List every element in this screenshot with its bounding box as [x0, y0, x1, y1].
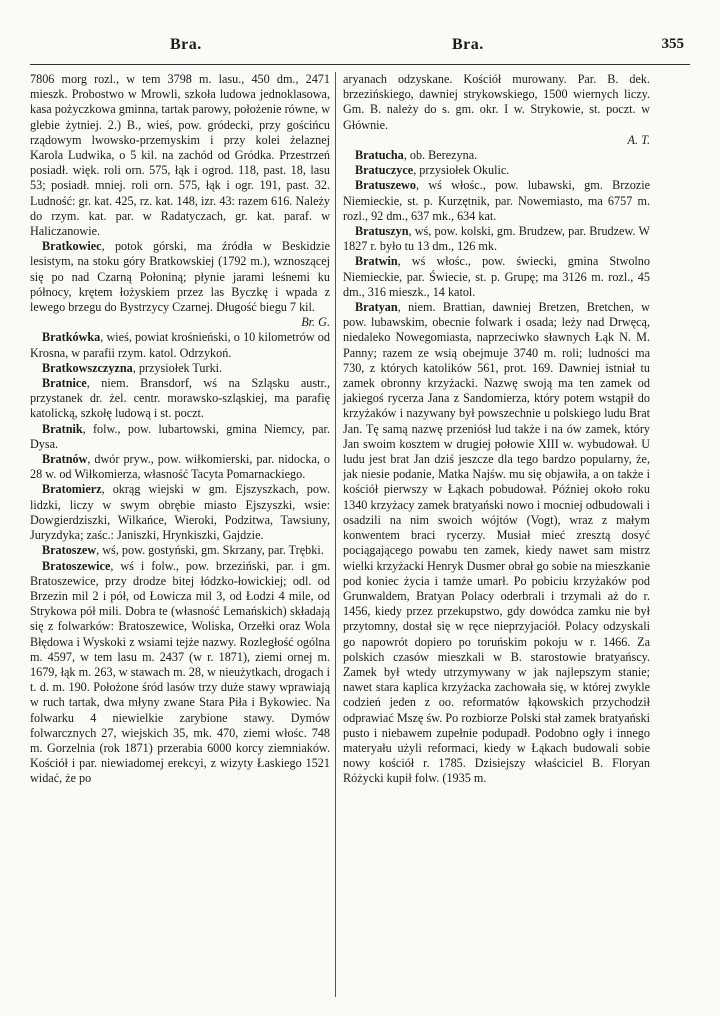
entry-text: , folw., pow. lubartowski, gmina Niemcy, par. Dysa. [30, 421, 330, 451]
dictionary-entry [343, 224, 650, 254]
entry-headword: Bratuczyce [355, 163, 414, 178]
page-number: 355 [661, 36, 684, 52]
entry-text: , wś, pow. gostyński, gm. Skrzany, par. Trębki. [96, 543, 324, 558]
entry-text: , wieś, powiat krośnieński, o 10 kilometrów od Krosna, w parafii rzym. katol. Odrzykoń. [30, 330, 330, 360]
page-header [30, 36, 690, 58]
entry-text: , przysiołek Okulic. [413, 163, 510, 178]
dictionary-entry [30, 330, 330, 360]
entry-headword: Bratkowiec [42, 239, 102, 254]
entry-text: 7806 morg rozl., w tem 3798 m. lasu., 450 dm., 2471 mieszk. Probostwo w Mrowli, szkoła ludowa jednoklasowa, kasa pożyczkowa gminna, tartak parowy, położenie równe, w glebie żytniej. 2.) B., wieś, pow. gródecki, przy gościńcu rządowym lwowsko-przemyskim i przy kolei żelaznej Karola Ludwika, o 5 kil. na zachód od Gródka. Przestrzeń posiadł. więk. roli orn. 575, łąk i ogrod. 118, past. 18, lasu 53; posiadł. mniej. roli orn. 575, łąk i ogr. 191, past. 32. Ludność: gr. kat. 425, rz. kat. 148, izr. 43: razem 616. Należy do rzym. kat. par. w Radatyczach, gr. kat. paraf. w Haliczanowie. [30, 72, 330, 239]
dictionary-entry [30, 482, 330, 543]
entry-text: , przysiołek Turki. [132, 360, 223, 375]
dictionary-entry [343, 163, 650, 178]
entry-text: aryanach odzyskane. Kościół murowany. Par. B. dek. brzezińskiego, dawniej strykowskiego, 1500 wiernych liczy. Gm. B. należy do s. gm. okr. I w. Strykowie, st. poczt. w Głównie. [343, 72, 650, 132]
header-rule [30, 64, 690, 65]
entry-signature: A. T. [627, 132, 650, 147]
entry-headword: Bratoszewice [42, 558, 111, 573]
entry-text: , okrąg wiejski w gm. Ejszyszkach, pow. lidzki, liczy w swym obrębie miasto Ejszyszki, wsie: Dowgierdziszki, Wilkańce, Wieroki, Podzitwa, Tawsiuny, Juryzdyka; zaśc.: Janiszki, Hrynkiszki, Gajdzie. [30, 482, 330, 543]
running-head-left: Bra. [170, 36, 202, 53]
entry-headword: Bratnów [42, 452, 88, 467]
entry-headword: Bratuszyn [355, 224, 409, 239]
dictionary-entry [30, 559, 330, 787]
entry-headword: Bratoszew [42, 543, 97, 558]
dictionary-entry [30, 72, 330, 239]
entry-headword: Bratnik [42, 421, 83, 436]
entry-headword: Bratucha [355, 148, 404, 163]
entry-headword: Bratyan [355, 300, 398, 315]
entry-text: , wś i folw., pow. brzeziński, par. i gm. Bratoszewice, przy drodze bitej łódzko-łowickiej; odl. od Brzezin mil 2 i pół, od Łowicza mil 3, od Łodzi 4 mile, od Strykowa pół mili. Dobra te (własność Lemańskich) składają się z folwarków: Bratoszewice, Woliska, Orzełki oraz Wola Błędowa i Wyskoki z wsiami tejże nazwy. Rozległość ogólna m. 4597, w tem lasu m. 2437 (w r. 1871), ziemi ornej m. 1679, łąk m. 263, w stawach m. 28, w nieużytkach, drogach i t. d. m. 190. Położone śród lasów trzy duże stawy wprawiają w ruch tartak, dwa młyny zwane Stara Piła i Bykowiec. Na folwarku 4 niewielkie zarybione stawy. Dymów folwarcznych 27, wiejskich 35, mk. 470, ziemi włośc. 748 m. Gorzelnia (rok 1871) przerabia 6000 korcy ziemniaków. Kościół i par. niewiadomej erekcyi, z wizyty Łaskiego 1521 widać, że po [30, 558, 330, 786]
dictionary-entry [30, 543, 330, 558]
entry-text: , wś, pow. kolski, gm. Brudzew, par. Brudzew. W 1827 r. było tu 13 dm., 126 mk. [343, 224, 650, 254]
entry-text: , dwór pryw., pow. wiłkomierski, par. nidocka, o 28 w. od Wiłkomierza, własność Tacyta Pomarnackiego. [30, 452, 330, 482]
dictionary-entry [30, 361, 330, 376]
dictionary-entry [343, 72, 650, 148]
dictionary-entry [343, 254, 650, 300]
dictionary-entry [30, 422, 330, 452]
entry-text: , wś włośc., pow. świecki, gmina Stwolno Niemieckie, par. Świecie, st. p. Grupę; ma 3126 m. rozl., 45 dm., 316 mieszk., 14 katol. [343, 254, 650, 299]
right-column [343, 72, 650, 787]
dictionary-entry [30, 376, 330, 422]
dictionary-entry [343, 300, 650, 787]
left-column [30, 72, 330, 787]
dictionary-entry [343, 178, 650, 224]
entry-headword: Bratnice [42, 376, 87, 391]
column-divider [335, 72, 336, 997]
entry-headword: Bratkówka [42, 330, 101, 345]
dictionary-entry [30, 239, 330, 330]
entry-text: , potok górski, ma źródła w Beskidzie lesistym, na stoku góry Bratkowskiej (1792 m.), wznoszącej się po nad Czarną Połoniną; płynie jarami leśnemi ku północy, krętem łożyskiem przez las Byczkę i wpada z lewego brzegu do Bystrzycy Czarnej. Długość biegu 7 kil. [30, 239, 330, 315]
entry-headword: Bratwin [355, 254, 398, 269]
entry-text: , niem. Brattian, dawniej Bretzen, Bretchen, w pow. lubawskim, obecnie folwark i osada; leży nad Drwęcą, niedaleko Nowegomiasta, naprzeciwko sławnych Łąk N. M. Panny; razem ze wsią obejmuje 3740 m. roli; ludności ma 730, z których katolików 561, prot. 169. Dawniej istniał tu zamek obronny krzyżacki. Nazwę swoją ma ten zamek od jakiegoś rycerza Jana z Sandomierza, który potem wstąpił do krzyżaków i nazywany był powszechnie u polskiego ludu Brat Jan. Tę samą nazwę przeniósł lud także i na ów zamek, który Jan swoim kosztem w drugiej połowie XIII w. wybudował. U ludu jest brat Jan dziś jeszcze dla tego bardzo popularny, że, jak niesie podanie, Matka Najśw. mu się objawiła, a on także i kościół pierwszy w Łąkach pobudował. Później około roku 1340 krzyżacy zamek bratyański nowo i mocniej odbudowali i osadzili na nim swoich wójtów (Vogt), wraz z małym konwentem braci rycerzy. Musiał mieć zresztą dosyć pociągającego powabu ten zamek, kiedy nawet sam mistrz wielki krzyżacki Henryk Dusmer obrał go sobie na mieszkanie pod koniec życia i tamże umarł. Po pobiciu krzyżaków pod Grunwaldem, Bratyan Polacy oderbrali i trzymali aż do r. 1456, kiedy przez przekupstwo, gdy dowódca zamku nie był przytomny, dostał się w ręce nieprzyjaciół. Polacy odzyskali go napowrót dopiero po toruńskim pokoju w r. 1466. Za polskich czasów mieszkali w B. starostowie bratyańscy. Zamek był wtedy utrzymywany w jak najlepszym stanie; nawet stara kaplica krzyżacka zachowała się, w której zwykle codzień jeden z oo. reformatów łąkowskich przychodził odprawiać Mszę św. Po rozbiorze Polski stał zamek bratyański pusto i niebawem zupełnie podupadł. Podobno ogły i innego materyału użyli reformaci, kiedy w Łąkach budowali sobie nowy kościół r. 1785. Dzisiejszy właściciel B. Floryan Różycki kupił folw. (1935 m. [343, 300, 650, 786]
entry-signature: Br. G. [301, 315, 330, 330]
entry-headword: Bratkowszczyzna [42, 360, 133, 375]
entry-text: , niem. Bransdorf, wś na Szląsku austr., przystanek dr. żel. centr. morawsko-szląskiej, ma parafię katolicką, szkołę ludową i st. poczt. [30, 376, 330, 421]
entry-text: , wś włośc., pow. lubawski, gm. Brzozie Niemieckie, st. p. Kurzętnik, par. Nowemiasto, ma 6757 m. rozl., 92 dm., 637 mk., 634 kat. [343, 178, 650, 223]
dictionary-entry [343, 148, 650, 163]
running-head-right: Bra. [452, 36, 484, 53]
entry-text: , ob. Berezyna. [403, 148, 478, 163]
entry-headword: Bratomierz [42, 482, 102, 497]
entry-headword: Bratuszewo [355, 178, 416, 193]
dictionary-entry [30, 452, 330, 482]
